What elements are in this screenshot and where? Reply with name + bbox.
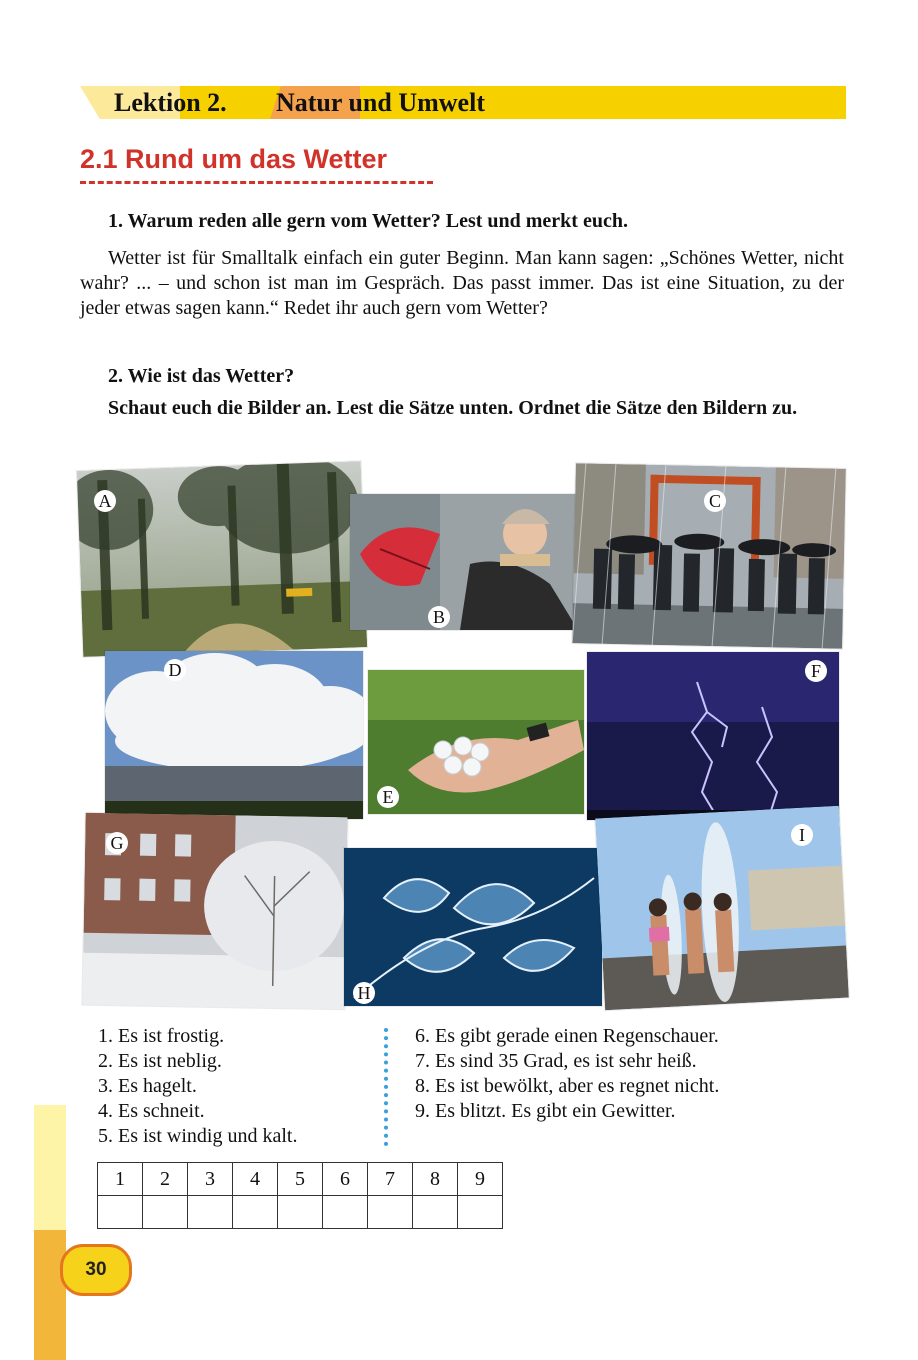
answer-cell[interactable] <box>368 1196 413 1229</box>
lesson-number: Lektion 2. <box>114 88 227 117</box>
photo-label-b: B <box>428 606 450 628</box>
task2-title: 2. Wie ist das Wetter? <box>108 365 295 387</box>
answer-table <box>97 1162 503 1229</box>
answer-table-header-row <box>98 1163 503 1196</box>
sentence-4: 4. Es schneit. <box>98 1100 205 1122</box>
list-divider <box>384 1028 388 1146</box>
answer-cell[interactable] <box>98 1196 143 1229</box>
answer-header-cell: 7 <box>368 1163 413 1196</box>
clouds-icon <box>105 651 363 819</box>
answer-header-cell: 4 <box>233 1163 278 1196</box>
photo-e-hail <box>368 670 584 814</box>
answer-header-cell: 3 <box>188 1163 233 1196</box>
lesson-header-band <box>80 86 846 119</box>
photo-label-f: F <box>805 660 827 682</box>
sentence-list-left <box>98 1024 297 1149</box>
answer-cell[interactable] <box>323 1196 368 1229</box>
task1-title: 1. Warum reden alle gern vom Wetter? Lest und merkt euch. <box>108 210 628 232</box>
section-title-underline <box>80 181 433 184</box>
photo-b-wind <box>350 494 578 630</box>
sentence-5: 5. Es ist windig und kalt. <box>98 1125 298 1147</box>
lesson-topic: Natur und Umwelt <box>276 88 485 117</box>
answer-header-cell: 5 <box>278 1163 323 1196</box>
sentence-3: 3. Es hagelt. <box>98 1075 197 1097</box>
answer-cell[interactable] <box>188 1196 233 1229</box>
photo-a-fog <box>77 461 367 657</box>
sentence-2: 2. Es ist neblig. <box>98 1050 222 1072</box>
photo-label-h: H <box>353 982 375 1004</box>
answer-header-cell: 9 <box>458 1163 503 1196</box>
photo-label-d: D <box>164 659 186 681</box>
side-decoration-orange <box>34 1230 66 1360</box>
photo-label-a: A <box>94 490 116 512</box>
section-title: 2.1 Rund um das Wetter <box>80 144 388 174</box>
hailstones-icon <box>368 670 584 814</box>
photo-f-lightning <box>587 652 839 820</box>
answer-cell[interactable] <box>278 1196 323 1229</box>
photo-label-g: G <box>106 832 128 854</box>
photo-d-clouds <box>105 651 363 819</box>
sentence-1: 1. Es ist frostig. <box>98 1025 225 1047</box>
sentence-6: 6. Es gibt gerade einen Regenschauer. <box>415 1025 719 1047</box>
answer-header-cell: 6 <box>323 1163 368 1196</box>
sentence-9: 9. Es blitzt. Es gibt ein Gewitter. <box>415 1100 676 1122</box>
sentence-8: 8. Es ist bewölkt, aber es regnet nicht. <box>415 1075 720 1097</box>
foggy-forest-icon <box>77 461 367 657</box>
answer-cell[interactable] <box>233 1196 278 1229</box>
frost-leaves-icon <box>344 848 602 1006</box>
photo-label-c: C <box>704 490 726 512</box>
page-number: 30 <box>60 1244 132 1296</box>
answer-header-cell: 1 <box>98 1163 143 1196</box>
windy-umbrella-icon <box>350 494 578 630</box>
answer-cell[interactable] <box>458 1196 503 1229</box>
answer-cell[interactable] <box>413 1196 458 1229</box>
answer-header-cell: 2 <box>143 1163 188 1196</box>
task2-instruction: Schaut euch die Bilder an. Lest die Sätze unten. Ordnet die Sätze den Bildern zu. <box>108 397 798 419</box>
sentence-list-right <box>415 1024 719 1124</box>
photo-h-frost <box>344 848 602 1006</box>
photo-label-i: I <box>791 824 813 846</box>
answer-table-answer-row <box>98 1196 503 1229</box>
answer-header-cell: 8 <box>413 1163 458 1196</box>
task1-text: Wetter ist für Smalltalk einfach ein guter Beginn. Man kann sagen: „Schönes Wetter, nicht wahr? ... – und schon ist man im Gespräch. Das passt immer. Das ist eine Situation, zu der jeder etwas sagen kann.“ Redet ihr auch gern vom Wetter? <box>80 247 844 319</box>
lightning-icon <box>587 652 839 820</box>
sentence-7: 7. Es sind 35 Grad, es ist sehr heiß. <box>415 1050 697 1072</box>
photo-label-e: E <box>377 786 399 808</box>
answer-cell[interactable] <box>143 1196 188 1229</box>
